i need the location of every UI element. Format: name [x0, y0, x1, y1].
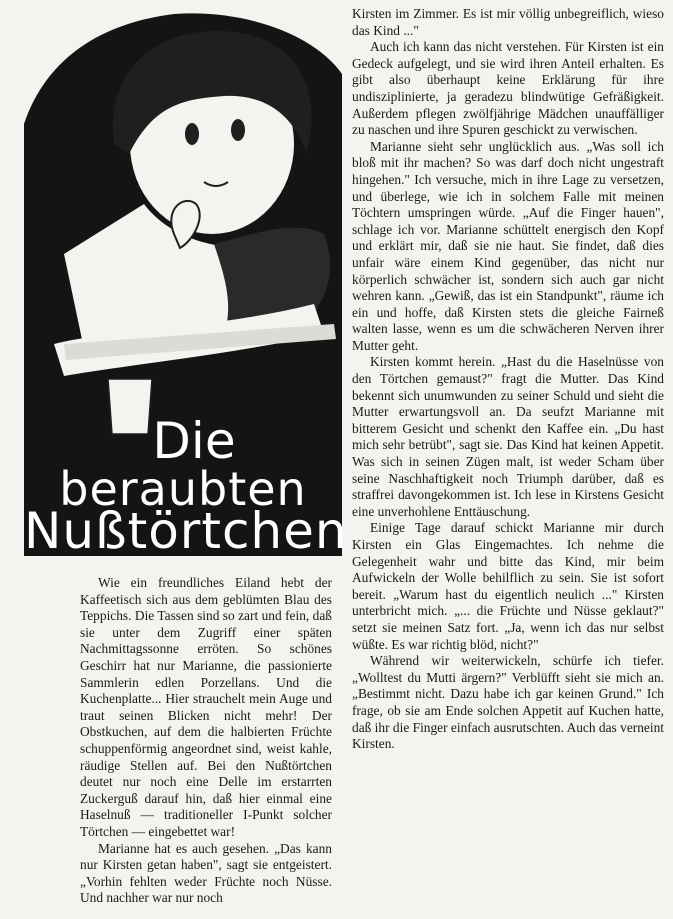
title-line-1: Die [152, 412, 236, 470]
left-column [80, 575, 332, 907]
paragraph: Kirsten im Zimmer. Es ist mir völlig unbegreiflich, wieso das Kind ..." [352, 6, 664, 38]
title-line-3: Nußtörtchen [24, 502, 348, 560]
paragraph: Während wir weiterwickeln, schürfe ich tiefer. „Wolltest du Mutti ärgern?" Verblüfft sieht sie mich an. „Bestimmt nicht. Dazu habe ich gar keinen Grund." Ich frage, ob sie am Ende solchen Appetit auf Kuchen hatte, daß ihr die Finger einfach ausrutschten. Auch das verneint Kirsten. [352, 653, 664, 752]
story-illustration [24, 4, 348, 560]
paragraph: Kirsten kommt herein. „Hast du die Haselnüsse von den Törtchen gemaust?" fragt die Mutter. Das Kind bekennt sich unumwunden zu seiner Schuld und sieht die Mutter erwartungsvoll an. Da seufzt Marianne mit bitterem Gesicht und schenkt den Kaffee ein. „Du hast mich sehr betrübt", sagt sie. Das Kind hat keinen Appetit. Was sich in seinen Zügen malt, ist weder Scham über seine Naschhaftigkeit noch Triumph darüber, daß es straffrei davongekommen ist. Ich lese in Kirstens Gesicht eine unverhohlene Enttäuschung. [352, 354, 664, 519]
paragraph: Marianne sieht sehr unglücklich aus. „Was soll ich bloß mit ihr machen? So was darf doch nicht ungestraft hingehen." Ich versuche, mich in ihre Lage zu versetzen, und überlege, wie ich in solchem Falle mit meinen Töchtern umspringen würde. „Auf die Finger hauen", schlage ich vor. Marianne schüttelt energisch den Kopf und erklärt mir, daß sie nie haut. Sie findet, daß dies unfair wäre einem Kind gegenüber, das nicht nur körperlich schwächer ist, sondern sich auch gar nicht wehren kann. „Gewiß, das ist ein Standpunkt", räume ich ein und hoffe, daß Kirsten stets die gleiche Fairneß walten lasse, wenn es um die schwächeren Nerven ihrer Mutter geht. [352, 138, 664, 353]
paragraph: Auch ich kann das nicht verstehen. Für Kirsten ist ein Gedeck aufgelegt, und sie wird ihren Anteil erhalten. Es gibt also überhaupt keine Erklärung für ihre undisziplinierte, ja geradezu blindwütige Gefräßigkeit. Außerdem pflegen zwölfjährige Mädchen unauffälliger zu naschen und ihre Spuren geschickt zu verwischen. [352, 39, 664, 138]
paragraph: Marianne hat es auch gesehen. „Das kann nur Kirsten getan haben", sagt sie entgeistert. „Vorhin fehlten weder Früchte noch Nüsse. Und nachher war nur noch [80, 840, 332, 906]
paragraph: Einige Tage darauf schickt Marianne mir durch Kirsten ein Glas Eingemachtes. Ich nehme die Gelegenheit wahr und bitte das Kind, mir beim Aufwickeln der Wolle behilflich zu sein. Sie ist sofort bereit. „Warum hast du eigentlich neulich ..." Kirsten unterbricht mich. „... die Früchte und Nüsse geklaut?" setzt sie meinen Satz fort. „Ja, wenn ich das nur selbst wüßte. Es war richtig blöd, nicht?" [352, 520, 664, 652]
right-column [352, 6, 664, 753]
paragraph: Wie ein freundliches Eiland hebt der Kaffeetisch sich aus dem geblümten Blau des Teppichs. Die Tassen sind so zart und fein, daß sie unter dem Zugriff einer späten Nachmittagssonne erröten. So schönes Geschirr hat nur Marianne, die passionierte Sammlerin edlen Porzellans. Und die Kuchenplatte... Hier strauchelt mein Auge und traut seinen Blicken nicht mehr! Der Obstkuchen, auf dem die halbierten Früchte schuppenförmig angeordnet sind, weist kahle, räudige Stellen auf. Bei den Nußtörtchen deutet nur noch eine Delle im erstarrten Zuckerguß darauf hin, daß hier einmal eine Haselnuß — traditioneller I-Punkt solcher Törtchen — eingebettet war! [80, 575, 332, 839]
title-line-2: beraubten [59, 462, 307, 516]
